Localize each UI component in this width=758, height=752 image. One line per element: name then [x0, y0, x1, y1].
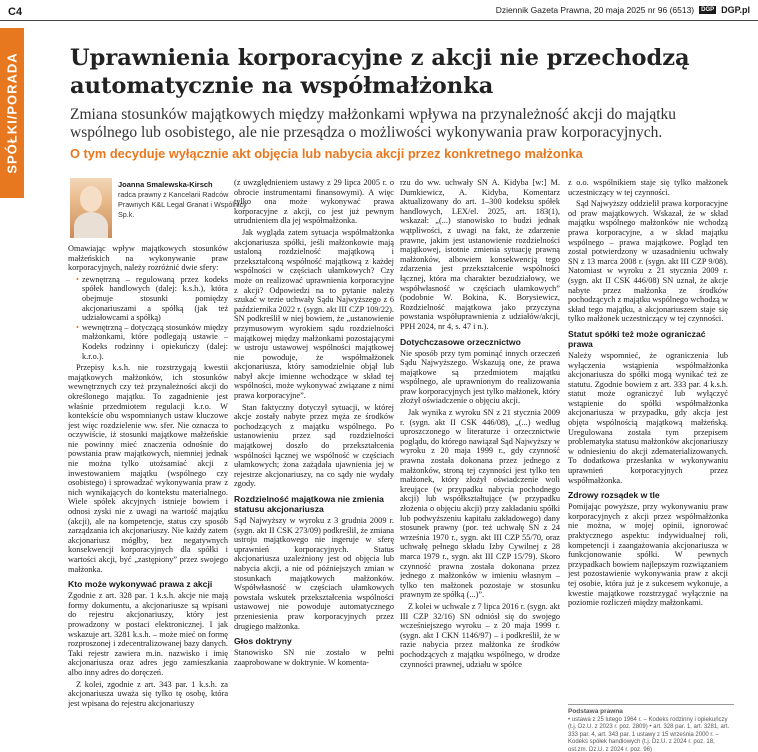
paragraph: Należy wspomnieć, że ograniczenia lub wyłączenia wstąpienia współmałżonka akcjonariusza do spółki mogą wynikać też ze statutu. Zgodnie bowiem z art. 333 par. 4 k.s.h. statut może ograniczyć lub wyłączyć wstąpienie do spółki współmałżonka akcjonariusza w przypadku, gdy akcja jest objęta wspólnością majątkową małżeńską. Uregulowana została tym przepisem problematyka statusu małżonków akcjonariuszy w odniesieniu do akcji zdematerializowanych. To dodatkowa przesłanka w wykonywaniu uprawnień korporacyjnych przez współmałżonka.	[568, 350, 728, 485]
paragraph: rzu do ww. uchwały SN A. Kidyba [w:] M. Dumkiewicz, A. Kidyba, Komentarz aktualizowany do art. 1–300 kodeksu spółek handlowych, LEX/el. 2025, art. 183(1), wskazał: „(...) stanowisko to budzi jednak wątpliwości, z uwagi na fakt, że zdarzenie prawne, jakim jest ustanowienie rozdzielności majątkowej, istotnie zmienia sytuację prawną małżonków, albowiem konsekwencją tego zdarzenia jest przekształcenie wspólności łącznej, która ma charakter bezudziałowy, we współwłasność w częściach ułamkowych” (podobnie W. Bokina, K. Borysiewicz, Rozdzielność majątkowa jako przyczyna powstania współuprawnienia z udziałów/akcji, PPH 2024, nr 4, s. 47 i n.).	[400, 178, 560, 331]
author-role: radca prawny z Kancelarii Radców Prawnych K&L Legal Granat i Wspólnicy Sp.k.	[118, 190, 247, 219]
section-heading: Zdrowy rozsądek w tle	[568, 490, 660, 501]
column-3	[400, 178, 560, 752]
legal-basis-text: • ustawa z 25 lutego 1964 r. – Kodeks rodzinny i opiekuńczy (t.j. Dz.U. z 2023 r. poz. 2809) • art. 328 par. 1, art. 3281, art. 333 par. 4, art. 343 par. 1 ustawy z 15 września 2000 r. – Kodeks spółek handlowych (t.j. Dz.U. z 2024 r. poz. 18, ost.zm. Dz.U. z 2024 r. poz. 96)	[568, 716, 730, 752]
section-tab	[0, 28, 24, 198]
masthead	[496, 5, 750, 15]
article-subhead: O tym decyduje wyłącznie akt objęcia lub nabycia akcji przez konkretnego małżonka	[70, 146, 583, 161]
paragraph: Stan faktyczny dotyczył sytuacji, w której akcje zostały nabyte przez męża ze środków pochodzących z majątku wspólnego. Po ustanowieniu przez sąd rozdzielności majątkowej doszło do przekształcenia wspólności łącznej we wspólność w częściach ułamkowych; żona zażądała ujawnienia jej w rejestrze akcjonariuszy, na co sądy nie wydały zgody.	[234, 402, 394, 489]
header-rule	[0, 20, 758, 21]
section-heading: Statut spółki też może ograniczać prawa	[568, 328, 706, 349]
paragraph: (z uwzględnieniem ustawy z 29 lipca 2005 r. o obrocie instrumentami finansowymi). A więc tylko ona może wykonywać prawa korporacyjne z akcji, co jest już pewnym utrudnieniem dla jej współmałżonka.	[234, 178, 394, 226]
site-link[interactable]: DGP.pl	[721, 5, 750, 15]
paragraph: Sąd Najwyższy oddzielił prawa korporacyjne od praw majątkowych. Wskazał, że w skład majątku wspólnego małżonków nie wchodzą prawa korporacyjne, a w skład majątku wspólnego – prawa majątkowe. Pogląd ten został potwierdzony w uzasadnieniu uchwały SN z 13 marca 2008 r. (sygn. akt III CZP 9/08). Natomiast w wyroku z 21 stycznia 2009 r. (sygn. akt II CSK 446/08) SN uznał, że akcje nabyte przez małżonka ze środków pochodzących z majątku wspólnego wchodzą w skład tego majątku, a akcjonariuszem staje się tylko małżonek uczestniczący w tej czynności.	[568, 199, 728, 324]
paragraph: Pomijając powyższe, przy wykonywaniu praw korporacyjnych z akcji przez współmałżonka nie można, w mojej opinii, ignorować praktycznego aspektu: indywidualnej roli, kompetencji i zaangażowania akcjonariusza w funkcjonowanie spółki. W pewnych przypadkach bowiem najlepszym rozwiązaniem jest pozostawienie wykonywania praw z akcji tej osobie, która już je z sukcesem wykonuje, a kwestie majątkowe rozstrzygać wyłącznie na poziomie rozliczeń między małżonkami.	[568, 502, 728, 608]
bullet-list	[76, 275, 228, 361]
paragraph: Przepisy k.s.h. nie rozstrzygają kwestii majątkowych małżonków, ich stosunków wewnętrznych czy też przynależności akcji do określonego majątku. To zagadnienie jest właśnie przedmiotem regulacji k.r.o. W kontekście obu wspomnianych ustaw kluczowe jest więc rozdzielenie ww. sfer. Nie oznacza to oczywiście, iż stosunki majątkowe małżeńskie nie powinny mieć znaczenia odnośnie do powstania praw majątkowych, niemniej jednak nie można tylko utożsamiać akcji z inwestowaniem majątku (wspólnego czy osobistego) i sprowadzać wykonywania praw z nich wynikających do kontekstu materialnego. Wiele spółek akcyjnych istnieje bowiem i odnosi zyski nie z uwagi na wartość majątku (akcji), ale na kompetencje, status czy sposób zarządzania ich akcjonariuszy. Nie każdy zatem akcjonariusz mógłby, bez negatywnych konsekwencji korporacyjnych dla spółki i wartości akcji, być „zastępiony” przez swojego małżonka.	[68, 363, 228, 574]
page-number: C4	[8, 6, 23, 18]
author-photo	[70, 178, 112, 238]
paragraph: Nie sposób przy tym pominąć innych orzeczeń Sądu Najwyższego. Wskazują one, że prawa majątkowe są przedmiotem majątku wspólnego, ale uprawnionym do realizowania praw korporacyjnych jest tylko małżonek, który złożył oświadczenie o objęciu akcji.	[400, 348, 560, 406]
legal-basis-title: Podstawa prawna	[568, 708, 623, 715]
section-tab-label: SPÓŁKI/PORADA	[4, 52, 20, 174]
author-name: Joanna Smalewska-Kirsch	[118, 180, 213, 189]
paragraph: Omawiając wpływ majątkowych stosunków małżeńskich na wykonywanie praw korporacyjnych, należy rozróżnić dwie sfery:	[68, 244, 228, 273]
paragraph: Jak wynika z wyroku SN z 21 stycznia 2009 r. (sygn. akt II CSK 446/08), „(...) według uproszczonego w literaturze i orzecznictwie poglądu, do którego nawiązał Sąd Najwyższy w wyroku z 20 maja 1999 r., gdy czynność prawna została dokonana przez jednego z małżonków, stroną tej czynności jest tylko ten małżonek, który złożył oświadczenie woli kreujące (w przypadku nabycia pochodnego akcji) lub współkształtujące (w przypadku złożenia o objęciu akcji) przy zakładaniu spółki lub podwyższeniu kapitału zakładowego) dany stosunek prawny (por. też uchwałę SN z 24 września 1970 r., sygn. akt III CZP 55/70, oraz uchwałę pełnego składu Izby Cywilnej z 28 marca 1979 r., sygn. akt III CZP 15/79). Skoro czynność prawna została dokonana przez jednego z małżonków w imieniu własnym – tylko ten małżonek pozostaje w stosunku prawnym ze spółką (...)”.	[400, 408, 560, 600]
section-heading: Kto może wykonywać prawa z akcji	[68, 579, 213, 590]
column-2	[234, 178, 394, 752]
paragraph: Zgodnie z art. 328 par. 1 k.s.h. akcje nie mają formy dokumentu, a akcjonariusze są wpisani do rejestru akcjonariuszy, który jest prowadzony w postaci elektronicznej. I jak wskazuje art. 3281 k.s.h. – może mieć on formę rozproszonej i zdecentralizowanej bazy danych. Taki rejestr zawiera m.in. nazwisko i imię akcjonariusza oraz adres jego zamieszkania albo inny adres do doręczeń.	[68, 591, 228, 677]
author-box	[70, 178, 260, 238]
article-lead: Zmiana stosunków majątkowych między małżonkami wpływa na przynależność akcji do majątku wspólnego lub osobistego, ale nie przesądza o możliwości wykonywania praw korporacyjnych.	[70, 106, 677, 141]
section-heading: Rozdzielność majątkowa nie zmienia statusu akcjonariusza	[234, 494, 384, 514]
list-item: • zewnętrzną – regulowaną przez kodeks spółek handlowych (dalej: k.s.h.), która obejmuje stosunki pomiędzy akcjonariuszami a spółką (jak też udziałowcami a spółką)	[76, 275, 228, 323]
paragraph: Z kolei, zgodnie z art. 343 par. 1 k.s.h. za akcjonariusza uważa się tylko tę osobę, która jest wpisana do rejestru akcjonariuszy	[68, 679, 228, 708]
legal-basis-box	[568, 704, 734, 752]
paragraph: Jak wygląda zatem sytuacja współmałżonka akcjonariusza spółki, jeśli małżonkowie mają ustaloną rozdzielność majątkową i przekształconą współność majątkową z każdej wspólności w częściach ułamkowych? Czy może on realizować uprawnienia korporacyjne z akcji? Odpowiedzi na to pytanie należy szukać w tezie uchwały Sądu Najwyższego z 6 października 2022 r. (sygn. akt III CZP 109/22). SN podkreślił w niej bowiem, że „ustanowienie przymusowym wyrokiem sądu rozdzielności majątkowej między małżonkami pozostającymi w ustroju ustawowej wspólności majątkowej nie powoduje, że współmałżonek akcjonariusza, który samodzielnie objął lub nabył akcje imienne wchodzące w skład tej wspólności, może wykonywać związane z nimi prawa korporacyjne”.	[234, 227, 394, 401]
section-heading: Dotychczasowe orzecznictwo	[400, 336, 521, 347]
article-title: Uprawnienia korporacyjne z akcji nie przechodzą automatycznie na współmałżonka	[70, 45, 690, 99]
paragraph: Stanowisko SN nie zostało w pełni zaaprobowane w doktrynie. W komenta-	[234, 648, 394, 667]
column-4	[568, 178, 728, 738]
paragraph: z o.o. wspólnikiem staje się tylko małżonek uczestniczący w tej czynności.	[568, 178, 728, 197]
paragraph: Sąd Najwyższy w wyroku z 3 grudnia 2009 r. (sygn. akt II CSK 273/09) podkreślił, że zmiana ustroju majątkowego nie ingeruje w sferę uprawnień korporacyjnych. Status akcjonariusza uzależniony jest od objęcia lub nabycia akcji, a nie od późniejszych zmian w stosunkach majątkowych małżonków. Współwłasność w częściach ułamkowych powstała wskutek przekształcenia wspólności ustawowej nie powoduje automatycznego przeniesienia praw korporacyjnych przez drugiego małżonka.	[234, 516, 394, 631]
dgp-logo-icon: DGP	[701, 7, 715, 13]
section-heading: Głos doktryny	[234, 636, 292, 647]
paragraph: Z kolei w uchwale z 7 lipca 2016 r. (sygn. akt III CZP 32/16) SN odniósł się do swojego wcześniejszego wyroku – z 20 maja 1999 r. (sygn. akt I CKN 1146/97) – i podkreślił, że w razie nabycia przez małżonka ze środków pochodzących z majątku wspólnego, w drodze czynności prawnej, udziału w spółce	[400, 601, 560, 669]
masthead-text: Dziennik Gazeta Prawna, 20 maja 2025 nr 96 (6513)	[495, 5, 695, 15]
column-1	[68, 244, 228, 752]
list-item: • wewnętrzną – dotyczącą stosunków między małżonkami, które podlegają ustawie – Kodeks rodzinny i opiekuńczy (dalej: k.r.o.).	[76, 323, 228, 361]
